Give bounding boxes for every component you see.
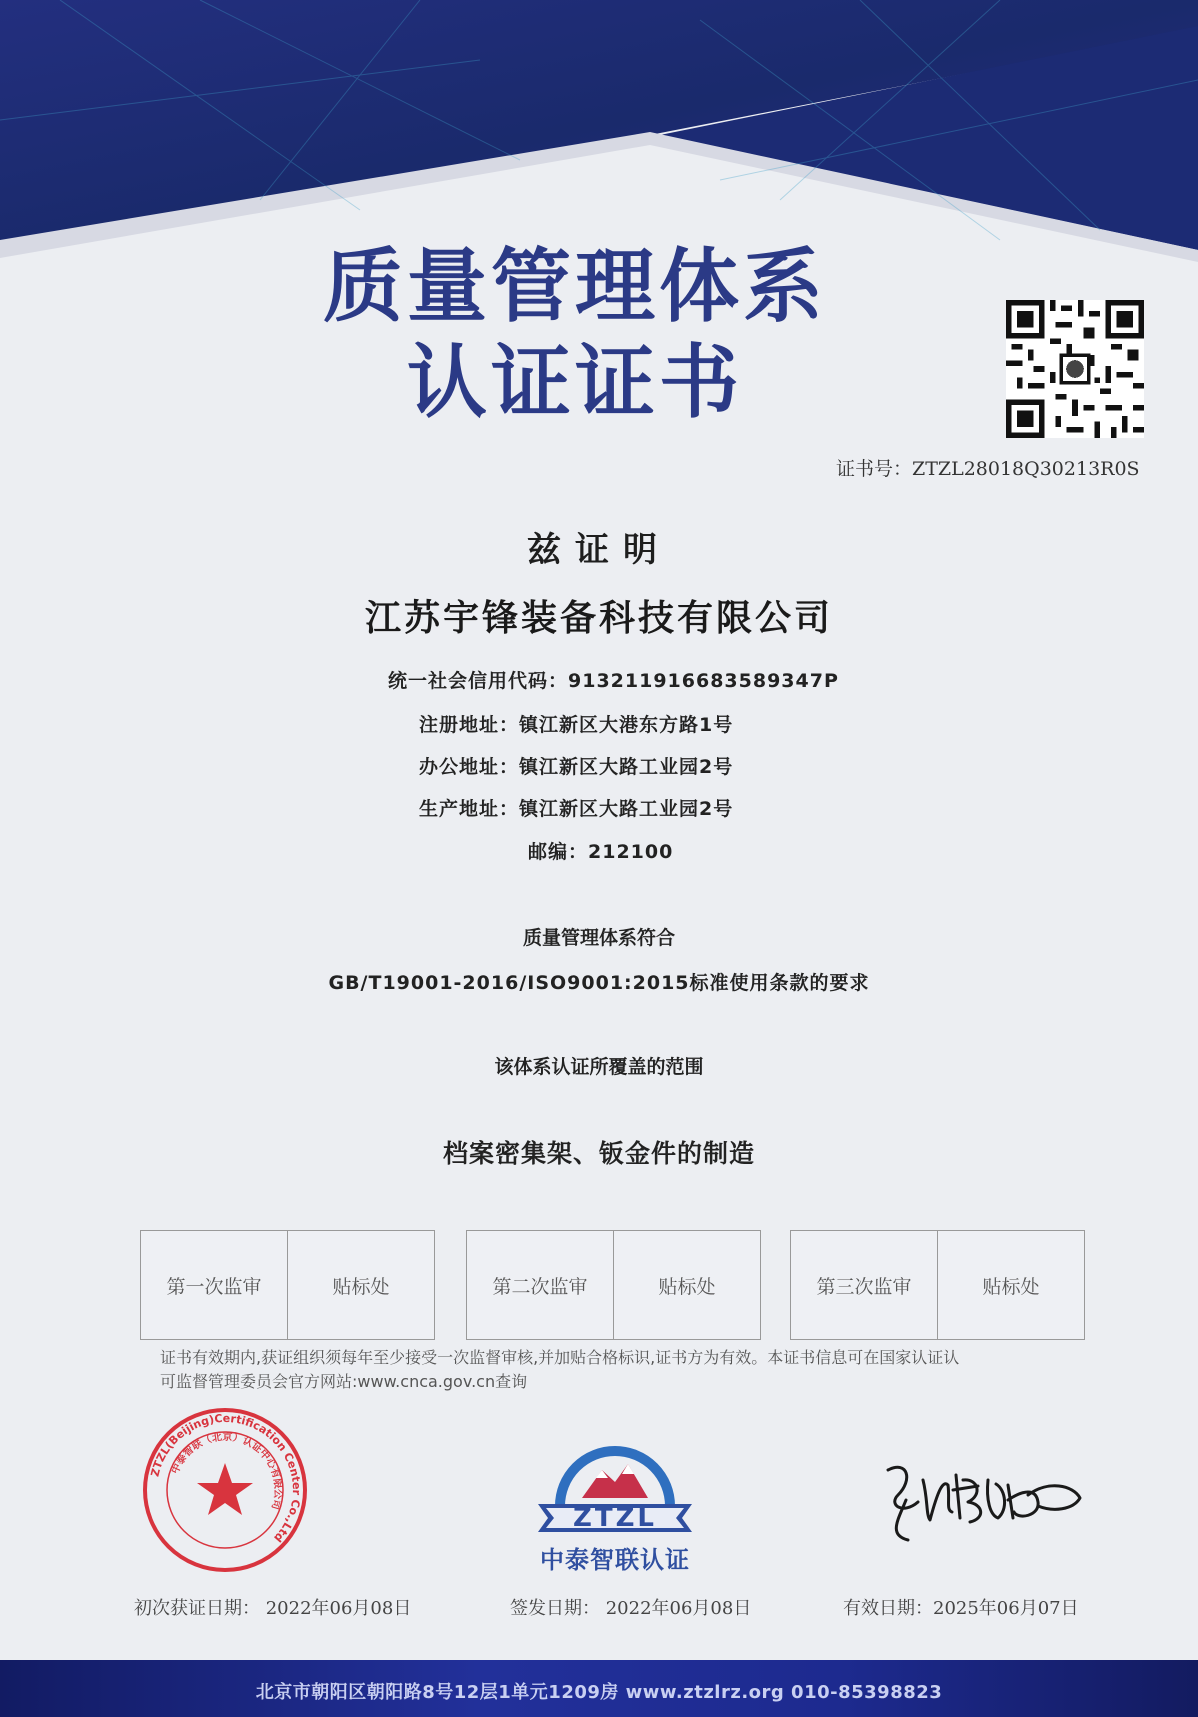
sticker-placeholder: 贴标处 [937,1231,1084,1339]
credit-code: 统一社会信用代码：91321191668358934​7P [388,670,839,692]
registered-address: 注册地址：镇江新区大港东方路1号 [419,714,734,736]
production-address: 生产地址：镇江新区大路工业园2号 [419,798,734,820]
hereby-certify-heading: 兹证明 [527,530,671,570]
certification-seal-icon [140,1405,310,1575]
postcode: 邮编：212100 [528,841,674,863]
issue-date: 签发日期： 2022年06月08日 [510,1598,752,1619]
office-address: 办公地址：镇江新区大路工业园2号 [419,756,734,778]
surveillance-box-2 [466,1230,761,1340]
scope-label: 该体系认证所覆盖的范围 [494,1056,704,1078]
sticker-placeholder: 贴标处 [287,1231,434,1339]
company-name: 江苏宇锋装备科技有限公司 [364,598,833,639]
validity-note-line2: 可监督管理委员会官方网站:www.cnca.gov.cn查询 [160,1372,528,1391]
surveillance-box-3 [790,1230,1085,1340]
certificate-title-line2: 认证证书 [407,335,743,429]
qr-code-icon [1006,300,1144,438]
logo-name: 中泰智联认证 [540,1546,690,1574]
surveillance-box-1 [140,1230,435,1340]
seal-inner-text: 中泰智联（北京）认证中心有限公司 [169,1431,284,1511]
validity-note-line1: 证书有效期内,获证组织须每年至少接受一次监督审核,并加贴合格标识,证书方为有效。本证书信息可在国家认证认 [160,1348,960,1367]
footer-contact: 北京市朝阳区朝阳路8号12层1单元1209房 www.ztzlrz.org 010-85398823 [255,1682,943,1703]
conformity-line1: 质量管理体系符合 [522,927,675,949]
sticker-placeholder: 贴标处 [613,1231,760,1339]
signature-icon [868,1440,1088,1550]
conformity-standard: GB/T19001-2016/ISO9001:2015标准使用条款的要求 [328,972,870,994]
surveillance-label: 第二次监审 [492,1275,588,1298]
seal-ring-text: ZTZL(Beijing)Certification Center Co.,Ltd [148,1411,304,1545]
surveillance-label: 第一次监审 [166,1275,262,1298]
initial-certification-date: 初次获证日期： 2022年06月08日 [134,1598,412,1619]
surveillance-label: 第三次监审 [816,1275,912,1298]
logo-mark-text: ZTZL [572,1503,658,1533]
validity-note [160,1346,1060,1394]
certificate-title-line1: 质量管理体系 [323,239,827,333]
certification-scope: 档案密集架、钣金件的制造 [442,1139,755,1168]
certificate-number: 证书号：ZTZL28018Q30213R0S [836,458,1140,480]
expiry-date: 有效日期：2025年06月07日 [843,1598,1079,1619]
